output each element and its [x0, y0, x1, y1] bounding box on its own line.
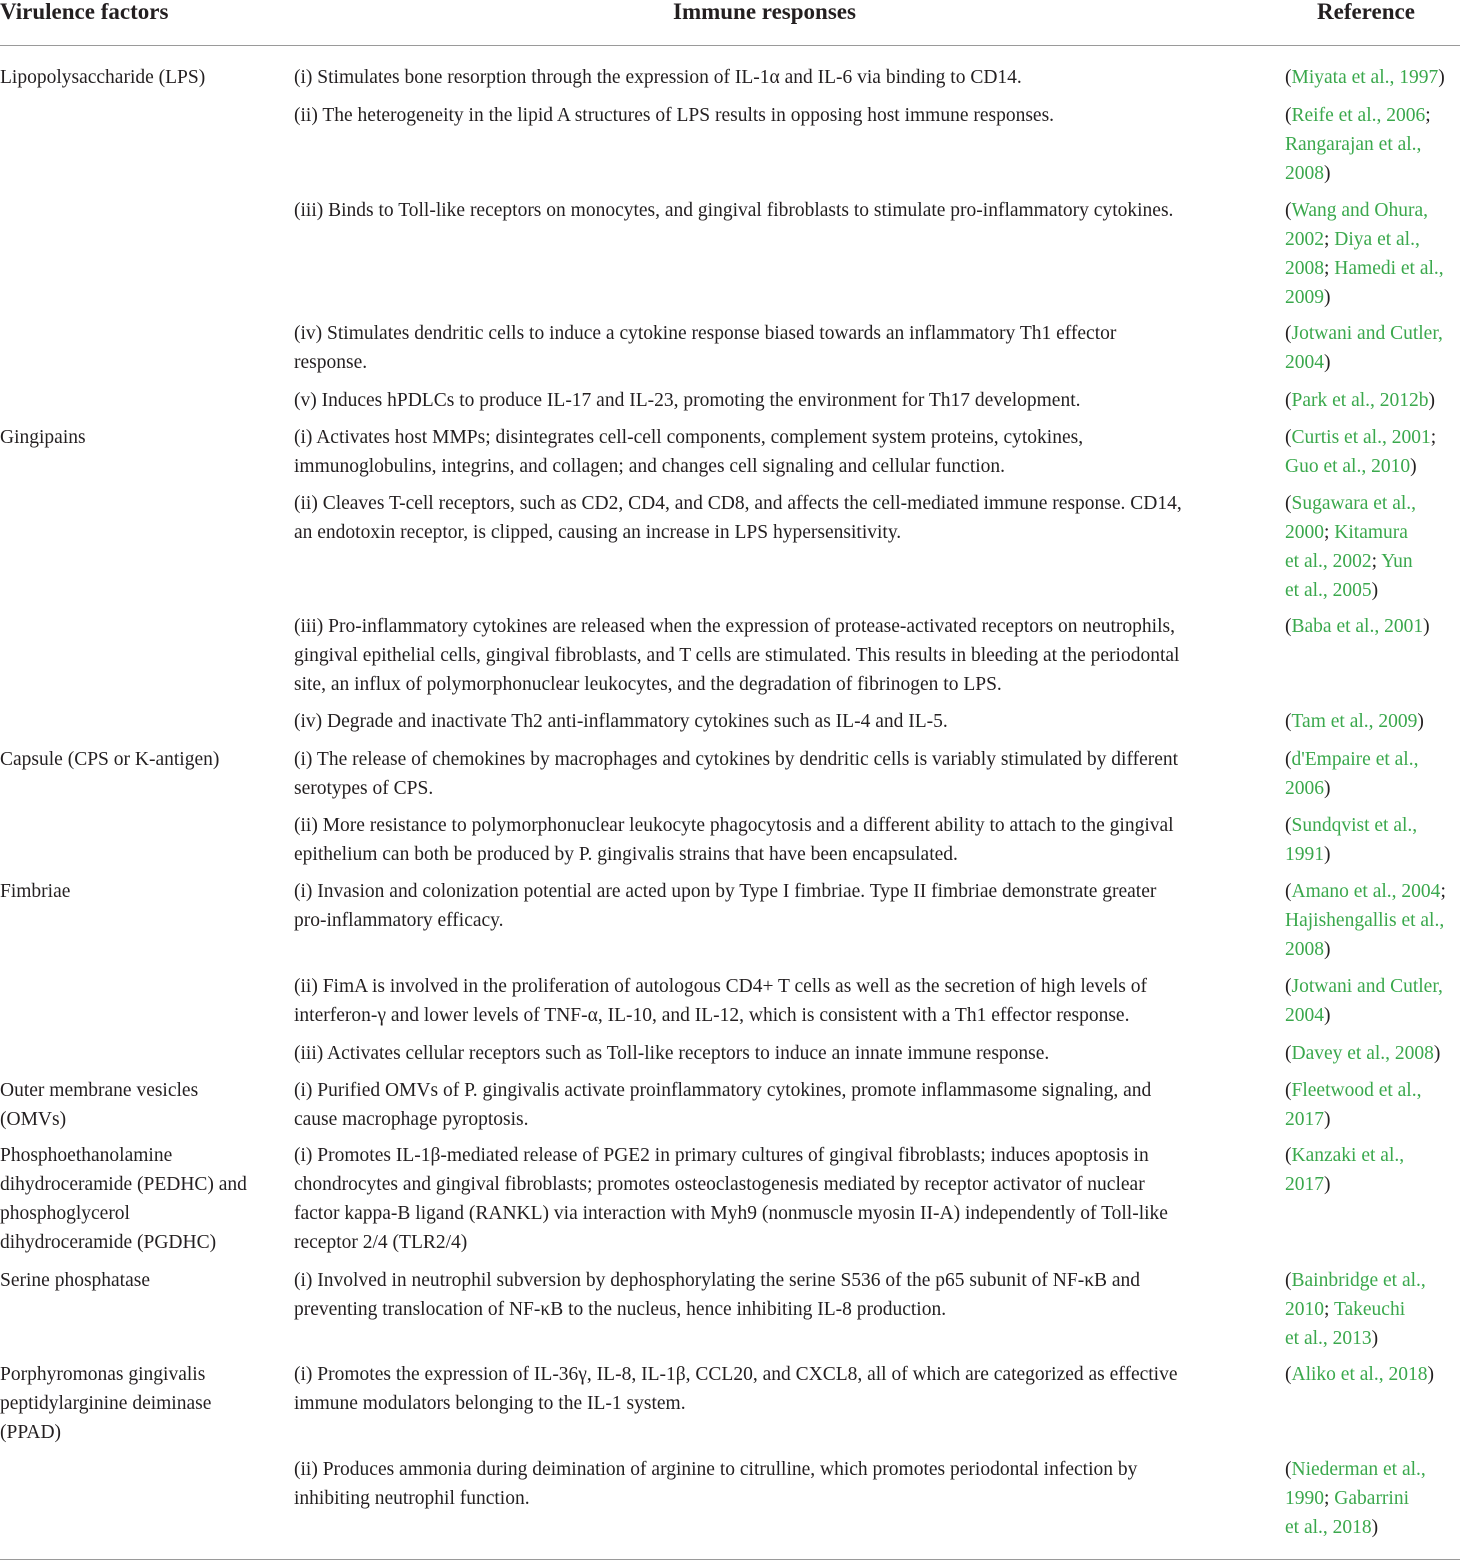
- immune-response-line: (i) Activates host MMPs; disintegrates cell-cell components, complement system proteins, cytokines,: [294, 427, 1084, 448]
- citation-punctuation: (: [1285, 1145, 1292, 1166]
- citation-link[interactable]: 1991: [1285, 844, 1324, 865]
- citation-link[interactable]: 2006: [1285, 778, 1324, 799]
- reference-line: [1285, 612, 1430, 641]
- citation-punctuation: (: [1285, 427, 1292, 448]
- citation-punctuation: ): [1324, 1174, 1331, 1195]
- factor-cell: [0, 423, 86, 452]
- citation-link[interactable]: Park et al., 2012b: [1291, 390, 1429, 411]
- reference-line: [1285, 348, 1443, 377]
- immune-response-cell: [294, 1076, 1151, 1134]
- reference-cell: [1285, 1141, 1404, 1199]
- reference-cell: [1285, 811, 1417, 869]
- reference-cell: [1285, 877, 1446, 964]
- immune-response-line: (ii) Produces ammonia during deimination of arginine to citrulline, which promotes periodontal infection by: [294, 1459, 1138, 1480]
- immune-response-line: interferon-γ and lower levels of TNF-α, IL-10, and IL-12, which is consistent with a Th1 effector response.: [294, 1005, 1130, 1026]
- reference-line: [1285, 576, 1416, 605]
- immune-response-cell: [294, 63, 1022, 92]
- factor-cell: [0, 745, 219, 774]
- reference-cell: [1285, 1076, 1421, 1134]
- factor-line: dihydroceramide (PEDHC) and: [0, 1174, 247, 1195]
- reference-line: [1285, 1039, 1440, 1068]
- reference-line: [1285, 745, 1418, 774]
- reference-cell: [1285, 101, 1431, 188]
- citation-punctuation: (: [1285, 749, 1292, 770]
- reference-line: [1285, 1001, 1443, 1030]
- factor-line: dihydroceramide (PGDHC): [0, 1232, 217, 1253]
- citation-link[interactable]: Aliko et al., 2018: [1291, 1364, 1428, 1385]
- immune-response-cell: [294, 386, 1081, 415]
- citation-link[interactable]: 2010: [1285, 1299, 1324, 1320]
- citation-link[interactable]: Jotwani and Cutler,: [1291, 976, 1443, 997]
- reference-line: [1285, 1484, 1426, 1513]
- factor-line: Phosphoethanolamine: [0, 1145, 173, 1166]
- citation-link[interactable]: Kanzaki et al.,: [1291, 1145, 1405, 1166]
- citation-link[interactable]: Davey et al., 2008: [1291, 1043, 1434, 1064]
- immune-response-line: (i) Stimulates bone resorption through the expression of IL-1α and IL-6 via binding to CD14.: [294, 67, 1022, 88]
- immune-response-cell: [294, 1266, 1140, 1324]
- citation-punctuation: ): [1324, 844, 1331, 865]
- citation-punctuation: (: [1285, 1270, 1292, 1291]
- citation-link[interactable]: Hajishengallis et al.,: [1285, 910, 1445, 931]
- factor-line: peptidylarginine deiminase: [0, 1393, 212, 1414]
- citation-link[interactable]: 2009: [1285, 287, 1324, 308]
- immune-response-cell: [294, 101, 1054, 130]
- citation-link[interactable]: 2017: [1285, 1174, 1324, 1195]
- citation-punctuation: (: [1285, 815, 1292, 836]
- reference-line: [1285, 489, 1416, 518]
- factor-line: Serine phosphatase: [0, 1270, 151, 1291]
- citation-link[interactable]: Yun: [1377, 551, 1413, 572]
- citation-link[interactable]: Fleetwood et al.,: [1291, 1080, 1422, 1101]
- reference-line: [1285, 1105, 1421, 1134]
- reference-cell: [1285, 63, 1445, 92]
- citation-punctuation: ): [1371, 580, 1379, 601]
- reference-cell: [1285, 1455, 1426, 1542]
- citation-link[interactable]: d'Empaire et al.,: [1291, 749, 1419, 770]
- reference-cell: [1285, 196, 1444, 312]
- citation-link[interactable]: Kitamura: [1329, 522, 1408, 543]
- citation-link[interactable]: 1990: [1285, 1488, 1324, 1509]
- immune-response-line: (i) Purified OMVs of P. gingivalis activate proinflammatory cytokines, promote inflammasome signaling, and: [294, 1080, 1152, 1101]
- immune-response-cell: [294, 319, 1116, 377]
- reference-line: [1285, 423, 1436, 452]
- citation-punctuation: ;: [1324, 258, 1330, 279]
- immune-response-line: site, an influx of polymorphonuclear leukocytes, and the degradation of fibrinogen to LPS.: [294, 674, 1002, 695]
- immune-response-line: preventing translocation of NF-κB to the nucleus, hence inhibiting IL-8 production.: [294, 1299, 947, 1320]
- citation-punctuation: (: [1285, 976, 1292, 997]
- citation-punctuation: ): [1428, 390, 1436, 411]
- immune-response-cell: [294, 612, 1179, 699]
- citation-punctuation: ;: [1324, 522, 1330, 543]
- citation-link[interactable]: Jotwani and Cutler,: [1291, 323, 1443, 344]
- reference-line: [1285, 547, 1416, 576]
- citation-punctuation: ): [1324, 1005, 1331, 1026]
- citation-link[interactable]: 2008: [1285, 258, 1324, 279]
- citation-punctuation: ): [1433, 1043, 1441, 1064]
- citation-punctuation: ;: [1324, 229, 1330, 250]
- citation-punctuation: (: [1285, 616, 1292, 637]
- citation-punctuation: (: [1285, 200, 1292, 221]
- citation-link[interactable]: Hamedi et al.,: [1329, 258, 1444, 279]
- citation-punctuation: ): [1324, 778, 1331, 799]
- citation-link[interactable]: Niederman et al.,: [1291, 1459, 1426, 1480]
- reference-line: [1285, 130, 1431, 159]
- citation-link[interactable]: 2008: [1285, 939, 1324, 960]
- reference-line: [1285, 1295, 1426, 1324]
- citation-link[interactable]: Takeuchi: [1329, 1299, 1406, 1320]
- reference-cell: [1285, 1266, 1426, 1353]
- reference-line: [1285, 1324, 1426, 1353]
- immune-response-line: (iii) Pro-inflammatory cytokines are released when the expression of protease-activated receptors on neutrophils,: [294, 616, 1175, 637]
- citation-link[interactable]: Sugawara et al.,: [1291, 493, 1417, 514]
- immune-response-line: (i) Invasion and colonization potential are acted upon by Type I fimbriae. Type II fimbriae demonstrate greater: [294, 881, 1157, 902]
- reference-line: [1285, 63, 1445, 92]
- citation-link[interactable]: 2017: [1285, 1109, 1324, 1130]
- immune-response-cell: [294, 972, 1147, 1030]
- citation-link[interactable]: Tam et al., 2009: [1291, 711, 1418, 732]
- reference-cell: [1285, 386, 1435, 415]
- factor-cell: [0, 1076, 198, 1134]
- citation-punctuation: (: [1285, 1459, 1292, 1480]
- reference-line: [1285, 1076, 1421, 1105]
- reference-line: [1285, 774, 1418, 803]
- immune-response-line: gingival epithelial cells, gingival fibroblasts, and T cells are stimulated. This results in bleeding at the periodontal: [294, 645, 1180, 666]
- citation-link[interactable]: Amano et al., 2004: [1291, 881, 1441, 902]
- factor-line: Capsule (CPS or K-antigen): [0, 749, 220, 770]
- reference-cell: [1285, 1039, 1440, 1068]
- immune-response-line: (i) Involved in neutrophil subversion by dephosphorylating the serine S536 of the p65 subunit of NF-κB and: [294, 1270, 1141, 1291]
- citation-link[interactable]: 2002: [1285, 229, 1324, 250]
- header-reference: Reference: [1317, 0, 1415, 24]
- factor-line: Gingipains: [0, 427, 86, 448]
- citation-punctuation: ;: [1430, 427, 1437, 448]
- citation-link[interactable]: Sundqvist et al.,: [1291, 815, 1418, 836]
- citation-punctuation: ;: [1324, 1299, 1330, 1320]
- reference-line: [1285, 1513, 1426, 1542]
- immune-response-line: (ii) FimA is involved in the proliferation of autologous CD4+ T cells as well as the secretion of high levels of: [294, 976, 1147, 997]
- immune-response-line: immunoglobulins, integrins, and collagen; and changes cell signaling and cellular function.: [294, 456, 1006, 477]
- citation-link[interactable]: Miyata et al., 1997: [1291, 67, 1439, 88]
- citation-punctuation: ): [1324, 163, 1331, 184]
- reference-line: [1285, 877, 1446, 906]
- reference-cell: [1285, 972, 1443, 1030]
- immune-response-line: immune modulators belonging to the IL-1 system.: [294, 1393, 686, 1414]
- reference-line: [1285, 452, 1436, 481]
- immune-response-cell: [294, 196, 1173, 225]
- citation-punctuation: (: [1285, 493, 1292, 514]
- reference-cell: [1285, 489, 1416, 605]
- header-virulence-factors: Virulence factors: [0, 0, 169, 24]
- citation-punctuation: ;: [1425, 105, 1431, 126]
- immune-response-line: (iii) Activates cellular receptors such as Toll-like receptors to induce an innate immune response.: [294, 1043, 1050, 1064]
- immune-response-line: cause macrophage pyroptosis.: [294, 1109, 529, 1130]
- immune-response-cell: [294, 423, 1083, 481]
- citation-punctuation: ): [1417, 711, 1424, 732]
- reference-line: [1285, 840, 1417, 869]
- reference-line: [1285, 707, 1424, 736]
- reference-line: [1285, 1455, 1426, 1484]
- citation-punctuation: (: [1285, 711, 1292, 732]
- reference-cell: [1285, 745, 1418, 803]
- factor-line: (OMVs): [0, 1109, 67, 1130]
- reference-line: [1285, 811, 1417, 840]
- factor-line: Lipopolysaccharide (LPS): [0, 67, 206, 88]
- immune-response-line: chondrocytes and gingival fibroblasts; promotes osteoclastogenesis mediated by receptor activator of nuclear: [294, 1174, 1145, 1195]
- factor-cell: [0, 1360, 211, 1447]
- citation-punctuation: (: [1285, 67, 1292, 88]
- factor-cell: [0, 1266, 150, 1295]
- immune-response-line: receptor 2/4 (TLR2/4): [294, 1232, 468, 1253]
- citation-link[interactable]: Baba et al., 2001: [1291, 616, 1424, 637]
- citation-link[interactable]: et al., 2018: [1285, 1517, 1372, 1538]
- reference-cell: [1285, 423, 1436, 481]
- citation-punctuation: ): [1324, 939, 1331, 960]
- reference-line: [1285, 972, 1443, 1001]
- citation-punctuation: ): [1324, 352, 1331, 373]
- reference-cell: [1285, 1360, 1434, 1389]
- citation-punctuation: ): [1324, 1109, 1331, 1130]
- citation-link[interactable]: Bainbridge et al.,: [1291, 1270, 1426, 1291]
- citation-punctuation: ): [1410, 456, 1417, 477]
- factor-line: Outer membrane vesicles: [0, 1080, 199, 1101]
- citation-punctuation: ): [1423, 616, 1430, 637]
- immune-response-line: an endotoxin receptor, is clipped, causing an increase in LPS hypersensitivity.: [294, 522, 902, 543]
- factor-cell: [0, 63, 205, 92]
- citation-link[interactable]: 2000: [1285, 522, 1324, 543]
- immune-response-line: (iv) Degrade and inactivate Th2 anti-inflammatory cytokines such as IL-4 and IL-5.: [294, 711, 948, 732]
- factor-line: Porphyromonas gingivalis: [0, 1364, 206, 1385]
- factor-line: Fimbriae: [0, 881, 71, 902]
- header-rule: [0, 45, 1460, 46]
- reference-line: [1285, 225, 1444, 254]
- citation-link[interactable]: Diya et al.,: [1329, 229, 1420, 250]
- immune-response-cell: [294, 1455, 1137, 1513]
- citation-punctuation: (: [1285, 390, 1292, 411]
- immune-response-cell: [294, 707, 948, 736]
- citation-link[interactable]: et al., 2005: [1285, 580, 1372, 601]
- header-immune-responses: Immune responses: [673, 0, 856, 24]
- citation-punctuation: ): [1324, 287, 1331, 308]
- reference-cell: [1285, 612, 1430, 641]
- citation-link[interactable]: Rangarajan et al.,: [1285, 134, 1422, 155]
- citation-punctuation: ): [1427, 1364, 1434, 1385]
- immune-response-line: (ii) The heterogeneity in the lipid A structures of LPS results in opposing host immune responses.: [294, 105, 1055, 126]
- immune-response-line: (ii) More resistance to polymorphonuclear leukocyte phagocytosis and a different ability to attach to the gingival: [294, 815, 1174, 836]
- immune-response-line: (iv) Stimulates dendritic cells to induce a cytokine response biased towards an inflammatory Th1 effector: [294, 323, 1117, 344]
- citation-link[interactable]: 2004: [1285, 352, 1324, 373]
- immune-response-line: (i) Promotes the expression of IL-36γ, IL-8, IL-1β, CCL20, and CXCL8, all of which are categorized as effective: [294, 1364, 1178, 1385]
- citation-link[interactable]: 2008: [1285, 163, 1324, 184]
- citation-punctuation: (: [1285, 1043, 1292, 1064]
- citation-link[interactable]: et al., 2002: [1285, 551, 1372, 572]
- citation-link[interactable]: Gabarrini: [1329, 1488, 1410, 1509]
- reference-line: [1285, 283, 1444, 312]
- reference-cell: [1285, 707, 1424, 736]
- citation-punctuation: (: [1285, 1080, 1292, 1101]
- reference-line: [1285, 386, 1435, 415]
- citation-link[interactable]: 2004: [1285, 1005, 1324, 1026]
- immune-response-line: serotypes of CPS.: [294, 778, 434, 799]
- citation-link[interactable]: et al., 2013: [1285, 1328, 1372, 1349]
- citation-punctuation: ;: [1440, 881, 1446, 902]
- reference-line: [1285, 906, 1446, 935]
- reference-line: [1285, 159, 1431, 188]
- reference-line: [1285, 1141, 1404, 1170]
- citation-punctuation: ;: [1371, 551, 1378, 572]
- immune-response-line: (i) Promotes IL-1β-mediated release of PGE2 in primary cultures of gingival fibroblasts; induces apoptosis in: [294, 1145, 1149, 1166]
- immune-response-cell: [294, 1360, 1178, 1418]
- reference-line: [1285, 196, 1444, 225]
- immune-response-line: (iii) Binds to Toll-like receptors on monocytes, and gingival fibroblasts to stimulate pro-inflammatory cytokines.: [294, 200, 1174, 221]
- reference-line: [1285, 319, 1443, 348]
- immune-response-cell: [294, 745, 1178, 803]
- factor-line: (PPAD): [0, 1422, 62, 1443]
- citation-link[interactable]: Wang and Ohura,: [1291, 200, 1429, 221]
- reference-line: [1285, 1360, 1434, 1389]
- immune-response-line: (i) The release of chemokines by macrophages and cytokines by dendritic cells is variably stimulated by different: [294, 749, 1179, 770]
- immune-response-line: response.: [294, 352, 368, 373]
- immune-response-line: (v) Induces hPDLCs to produce IL-17 and IL-23, promoting the environment for Th17 development.: [294, 390, 1081, 411]
- immune-response-line: (ii) Cleaves T-cell receptors, such as CD2, CD4, and CD8, and affects the cell-mediated immune response. CD14,: [294, 493, 1182, 514]
- immune-response-cell: [294, 1039, 1049, 1068]
- immune-response-line: pro-inflammatory efficacy.: [294, 910, 504, 931]
- factor-line: phosphoglycerol: [0, 1203, 130, 1224]
- factor-cell: [0, 877, 70, 906]
- citation-punctuation: (: [1285, 105, 1292, 126]
- immune-response-cell: [294, 877, 1156, 935]
- immune-response-line: inhibiting neutrophil function.: [294, 1488, 530, 1509]
- immune-response-cell: [294, 1141, 1168, 1257]
- citation-punctuation: ;: [1324, 1488, 1330, 1509]
- reference-line: [1285, 101, 1431, 130]
- immune-response-cell: [294, 489, 1182, 547]
- citation-link[interactable]: Guo et al., 2010: [1285, 456, 1411, 477]
- citation-punctuation: (: [1285, 1364, 1292, 1385]
- factor-cell: [0, 1141, 247, 1257]
- bottom-rule: [0, 1559, 1460, 1560]
- citation-link[interactable]: Curtis et al., 2001: [1291, 427, 1431, 448]
- reference-line: [1285, 518, 1416, 547]
- reference-line: [1285, 935, 1446, 964]
- reference-line: [1285, 1170, 1404, 1199]
- reference-line: [1285, 254, 1444, 283]
- reference-line: [1285, 1266, 1426, 1295]
- citation-punctuation: ): [1438, 67, 1445, 88]
- citation-link[interactable]: Reife et al., 2006: [1291, 105, 1426, 126]
- citation-punctuation: ): [1371, 1328, 1379, 1349]
- citation-punctuation: (: [1285, 881, 1292, 902]
- citation-punctuation: (: [1285, 323, 1292, 344]
- immune-response-line: factor kappa-B ligand (RANKL) via interaction with Myh9 (nonmuscle myosin II-A) independently of Toll-like: [294, 1203, 1168, 1224]
- reference-cell: [1285, 319, 1443, 377]
- citation-punctuation: ): [1371, 1517, 1379, 1538]
- immune-response-cell: [294, 811, 1174, 869]
- immune-response-line: epithelium can both be produced by P. gingivalis strains that have been encapsulated.: [294, 844, 958, 865]
